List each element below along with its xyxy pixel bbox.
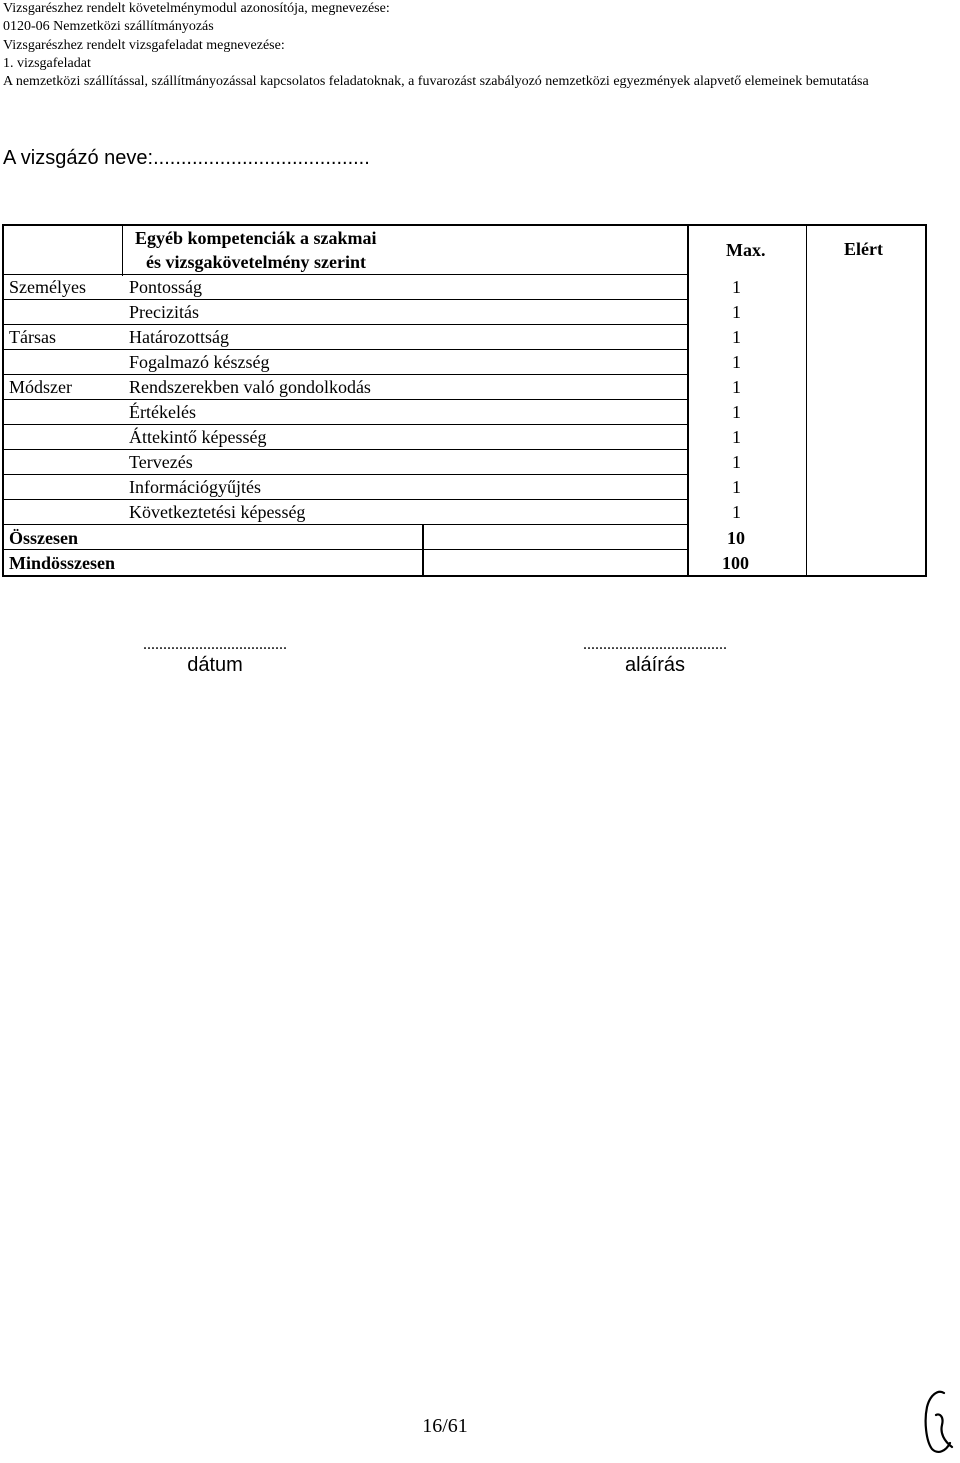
table-title-line-1: Egyéb kompetenciák a szakmai	[135, 228, 377, 248]
competency-label: Precizitás	[129, 302, 199, 322]
category-label: Társas	[9, 327, 56, 347]
max-value: 1	[732, 427, 741, 447]
max-value: 1	[732, 377, 741, 397]
handwritten-initial-mark	[918, 1385, 960, 1460]
table-row-line	[2, 524, 687, 525]
table-row-line	[2, 449, 687, 450]
table-row-line	[2, 399, 687, 400]
table-border-right	[925, 224, 927, 577]
table-border-top	[2, 224, 927, 226]
grand-total-value: 100	[722, 553, 749, 573]
table-divider-title	[122, 224, 123, 276]
table-row-line	[2, 499, 687, 500]
max-value: 1	[732, 327, 741, 347]
header-line-task: Vizsgarészhez rendelt vizsgafeladat megnevezése:	[3, 37, 285, 53]
table-divider-elert	[806, 224, 807, 577]
competency-label: Információgyűjtés	[129, 477, 261, 497]
table-title-line-2: és vizsgakövetelmény szerint	[146, 252, 366, 272]
max-value: 1	[732, 402, 741, 422]
date-signature-block	[80, 636, 350, 677]
competency-label: Pontosság	[129, 277, 203, 297]
table-border-bottom	[2, 575, 927, 577]
max-value: 1	[732, 302, 741, 322]
competency-label: Értékelés	[129, 402, 196, 422]
table-row-line	[2, 299, 687, 300]
max-value: 1	[732, 502, 741, 522]
table-divider-max	[687, 224, 689, 577]
table-row-line	[2, 424, 687, 425]
signature-dots: ....................................	[583, 636, 727, 653]
competency-label: Határozottság	[129, 327, 229, 347]
competency-label: Következtetési képesség	[129, 502, 306, 522]
signature-block	[520, 636, 790, 677]
page-number: 16/61	[422, 1415, 468, 1437]
table-row-line	[2, 324, 687, 325]
student-name-field: A vizsgázó neve:.......................................	[3, 147, 370, 169]
header-line-task-number: 1. vizsgafeladat	[3, 55, 91, 71]
max-header: Max.	[726, 240, 766, 260]
table-row-line	[2, 474, 687, 475]
date-dots: ....................................	[143, 636, 287, 653]
header-line-task-description: A nemzetközi szállítással, szállítmányozással kapcsolatos feladatoknak, a fuvarozást szabályozó nemzetközi egyezmények alapvető elemeinek bemutatása	[3, 74, 869, 90]
document-header	[3, 0, 943, 91]
elert-header: Elért	[844, 239, 883, 259]
category-label: Módszer	[9, 377, 72, 397]
table-row-line	[2, 274, 687, 275]
competency-table	[2, 224, 927, 577]
total-value: 10	[727, 528, 745, 548]
max-value: 1	[732, 277, 741, 297]
category-label: Személyes	[9, 277, 86, 297]
max-value: 1	[732, 352, 741, 372]
max-value: 1	[732, 452, 741, 472]
total-label: Összesen	[9, 528, 78, 548]
competency-label: Rendszerekben való gondolkodás	[129, 377, 371, 397]
table-row-line	[2, 549, 687, 550]
table-divider-total	[422, 525, 424, 577]
header-line-module-name: 0120-06 Nemzetközi szállítmányozás	[3, 19, 214, 35]
date-label: dátum	[187, 654, 243, 676]
grand-total-label: Mindösszesen	[9, 553, 116, 573]
signature-label: aláírás	[624, 654, 686, 676]
table-row-line	[2, 349, 687, 350]
max-value: 1	[732, 477, 741, 497]
competency-label: Áttekintő képesség	[129, 427, 267, 447]
competency-label: Tervezés	[129, 452, 193, 472]
header-line-module: Vizsgarészhez rendelt követelménymodul azonosítója, megnevezése:	[3, 1, 390, 16]
competency-label: Fogalmazó készség	[129, 352, 270, 372]
table-row-line	[2, 374, 687, 375]
